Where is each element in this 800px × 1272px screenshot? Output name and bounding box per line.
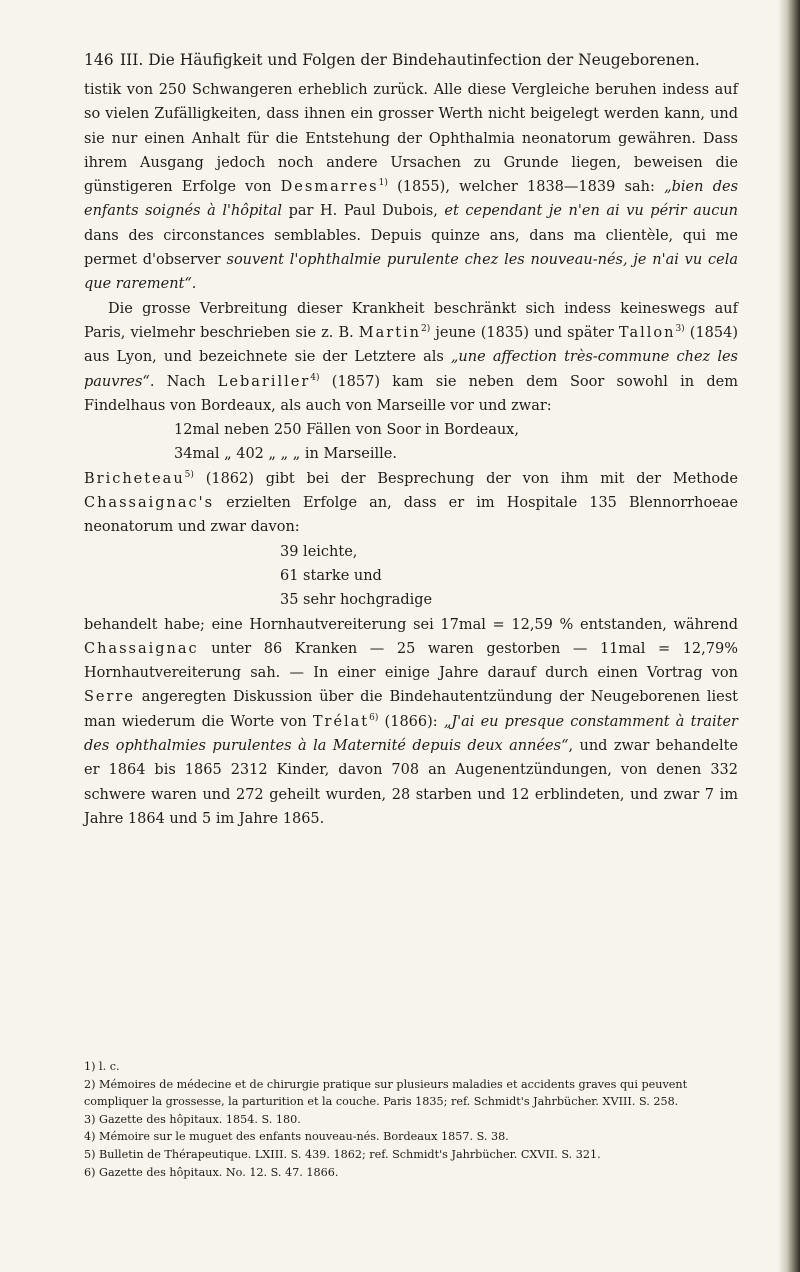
list-item: 34mal „ 402 „ „ „ in Marseille. bbox=[174, 446, 397, 463]
author-name: Tallon bbox=[618, 324, 676, 341]
french-quote: „J'ai eu presque constamment à traiter des ophthalmies purulentes à la Maternité depuis deux années“ bbox=[84, 713, 738, 755]
french-quote: souvent l'ophthalmie purulente chez les nouveau-nés, je n'ai vu cela que rarement“. bbox=[84, 252, 738, 293]
text-run: tistik von 250 Schwangeren erheblich zurück. Alle diese Vergleiche beruhen indess auf so vielen Zufälligkeiten, dass ihnen ein grosser Werth nicht beigelegt werden kann, und sie nur einen Anhalt für die Entstehung der Ophthalmia neonatorum gewähren. Dass ihrem Ausgang jedoch noch andere Ursachen zu Grunde liegen, beweisen die günstigeren Erfolge von bbox=[84, 82, 738, 196]
footnote-ref: 6) bbox=[369, 712, 379, 723]
case-list-soor bbox=[84, 418, 738, 467]
text-run: (1857) kam sie neben dem Soor sowohl in dem Findelhaus von Bordeaux, als auch von Marseille vor und zwar: bbox=[84, 373, 738, 414]
footnote: 1) l. c. bbox=[84, 1060, 120, 1073]
author-name: Bricheteau bbox=[84, 470, 185, 487]
text-run: behandelt habe; eine Hornhautvereiterung sei 17mal = 12,59 % entstanden, während bbox=[84, 616, 738, 633]
text-run: erzielten Erfolge an, dass er im Hospitale 135 Blennorrhoeae neonatorum und zwar davon: bbox=[84, 495, 738, 536]
case-list-severity bbox=[84, 540, 738, 613]
footnote: 2) Mémoires de médecine et de chirurgie pratique sur plusieurs maladies et accidents graves qui peuvent compliquer la grossesse, la parturition et la couche. Paris 1835; ref. Schmidt's Jahrbücher. XVIII. S. 258. bbox=[84, 1077, 688, 1109]
body-text bbox=[84, 78, 738, 831]
footnote: 5) Bulletin de Thérapeutique. LXIII. S. 439. 1862; ref. Schmidt's Jahrbücher. CXVII. S. 321. bbox=[84, 1147, 601, 1161]
list-item: 35 sehr hochgradige bbox=[280, 592, 433, 609]
footnote: 6) Gazette des hôpitaux. No. 12. S. 47. 1866. bbox=[84, 1165, 339, 1179]
footnote-ref: 1) bbox=[378, 178, 388, 189]
text-run: (1866): bbox=[378, 713, 444, 730]
footnote-ref: 2) bbox=[421, 324, 431, 335]
text-run: , und zwar behandelte er 1864 bis 1865 2312 Kinder, davon 708 an Augenentzündungen, von denen 332 schwere waren und 272 geheilt wurden, 28 starben und 12 erblindeten, und zwar 7 im Jahre 1864 und 5 im Jahre 1865. bbox=[84, 738, 738, 827]
list-item: 61 starke und bbox=[280, 567, 382, 584]
french-quote: „bien des enfants soignés à l'hôpital bbox=[84, 179, 739, 220]
list-item: 12mal neben 250 Fällen von Soor in Bordeaux, bbox=[174, 422, 519, 439]
author-name: Serre bbox=[84, 689, 135, 706]
footnote-ref: 3) bbox=[675, 324, 685, 335]
author-name: Martin bbox=[358, 324, 422, 341]
page-number: 146 bbox=[84, 51, 114, 69]
running-header bbox=[84, 48, 738, 78]
paragraph-3 bbox=[84, 467, 738, 540]
author-name: Chassaignac bbox=[84, 640, 199, 657]
text-run: (1854) aus Lyon, und bezeichnete sie der Letztere als bbox=[84, 324, 738, 366]
footnote-ref: 5) bbox=[184, 469, 194, 480]
running-title: III. Die Häufigkeit und Folgen der Bindehautinfection der Neugeborenen. bbox=[120, 51, 700, 69]
text-run: angeregten Diskussion über die Bindehautentzündung der Neugeborenen liest man wiederum die Worte von bbox=[84, 689, 738, 730]
text-run: Die grosse Verbreitung dieser Krankheit beschränkt sich indess keineswegs auf Paris, vielmehr beschrieben sie z. B. bbox=[84, 300, 738, 341]
text-run: (1855), welcher 1838—1839 sah: bbox=[387, 179, 665, 196]
footnote-ref: 4) bbox=[310, 372, 320, 383]
footnote: 4) Mémoire sur le muguet des enfants nouveau-nés. Bordeaux 1857. S. 38. bbox=[84, 1130, 509, 1144]
author-name: Desmarres bbox=[280, 179, 379, 196]
document-page bbox=[84, 48, 738, 831]
text-run: dans des circonstances semblables. Depuis quinze ans, dans ma clientèle, qui me permet d'observer bbox=[84, 227, 738, 269]
page-edge-shadow bbox=[778, 0, 800, 1272]
text-run: . Nach bbox=[149, 373, 218, 390]
paragraph-2 bbox=[84, 297, 738, 418]
footnote: 3) Gazette des hôpitaux. 1854. S. 180. bbox=[84, 1112, 301, 1126]
list-item: 39 leichte, bbox=[280, 543, 358, 560]
french-quote: et cependant je n'en ai vu périr aucun bbox=[444, 203, 738, 220]
text-run: unter 86 Kranken — 25 waren gestorben — 11mal = 12,79% Hornhautvereiterung sah. — In einer einige Jahre darauf durch einen Vortrag von bbox=[84, 640, 738, 682]
author-name: Chassaignac's bbox=[84, 495, 215, 512]
paragraph-4 bbox=[84, 613, 738, 832]
text-run: par H. Paul Dubois, bbox=[282, 203, 445, 220]
french-quote: „une affection très-commune chez les pauvres“ bbox=[84, 349, 738, 390]
text-run: (1862) gibt bei der Besprechung der von ihm mit der Methode bbox=[193, 470, 738, 487]
footnotes bbox=[84, 1058, 738, 1181]
author-name: Trélat bbox=[312, 713, 370, 730]
author-name: Lebariller bbox=[217, 373, 311, 390]
paragraph-1 bbox=[84, 78, 738, 297]
text-run: jeune (1835) und später bbox=[430, 324, 619, 341]
